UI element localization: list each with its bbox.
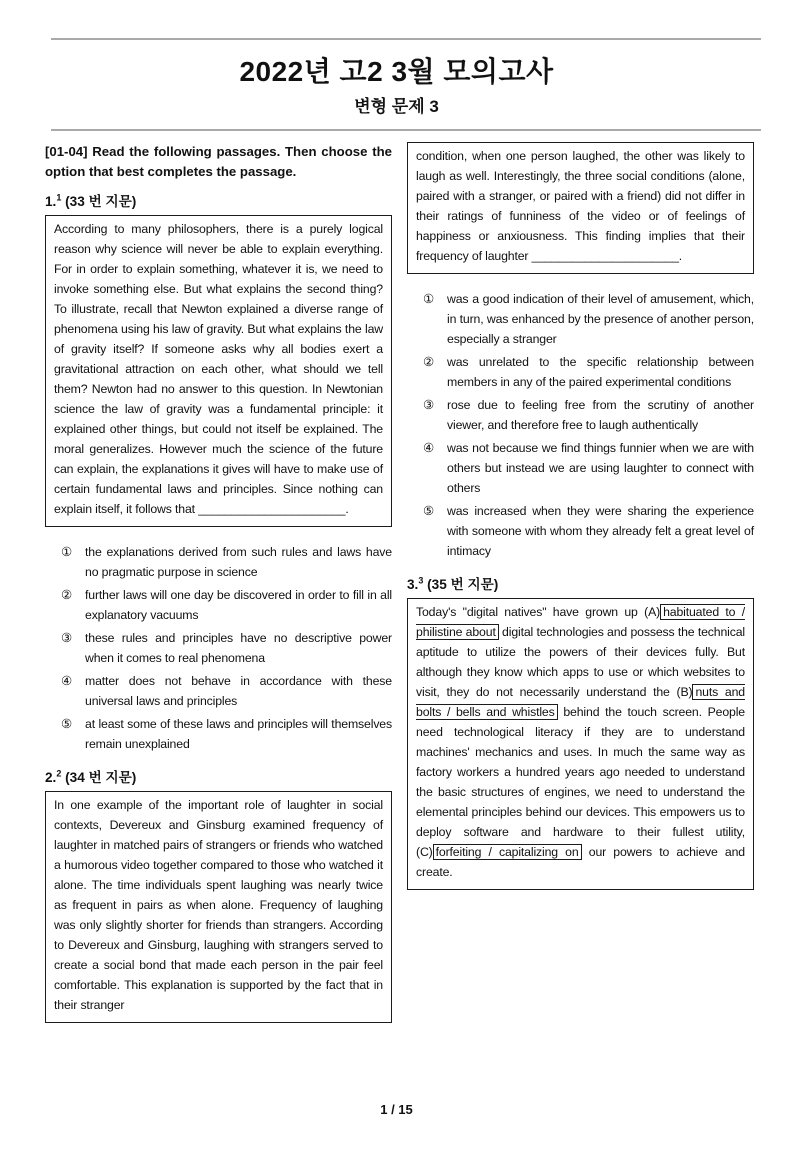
option-item: [423, 438, 754, 498]
option-item: [61, 585, 392, 625]
question-3-label: (35 번 지문): [427, 577, 499, 592]
option-text: was unrelated to the specific relationship between members in any of the paired experimental conditions: [447, 355, 754, 389]
option-text: matter does not behave in accordance with these universal laws and principles: [85, 673, 392, 708]
question-1-passage-box: According to many philosophers, there is a purely logical reason why science will never be able to explain everything. For in order to explain something, whatever it is, we need to invoke something else. But what explains the second thing? To illustrate, recall that Newton explained a diverse range of phenomena using his law of gravity. But what explains the law of gravity itself? If someone asks why all bodies exert a gravitational attraction on each other, what should we tell them? Newton had no answer to this question. In Newtonian science the law of gravity was a fundamental principle: it explained other things, but could not itself be explained. The moral generalizes. However much the science of the future can explain, the explanations it gives will have to make use of certain fundamental laws and principles. Since nothing can explain itself, it follows that ______________________.: [45, 215, 392, 527]
question-1-number: 1.: [45, 193, 57, 209]
question-2-header: [45, 766, 392, 786]
option-marker: ④: [61, 673, 72, 688]
question-2-passage-box-right: condition, when one person laughed, the other was likely to laugh as well. Interestingly, the three social conditions (alone, paired with a stranger, or paired with a friend) did not differ in their ratings of funniness of the video or of feelings of happiness or anxiousness. This finding implies that their frequency of laughter ______________________.: [407, 142, 754, 274]
option-marker: ⑤: [423, 504, 434, 518]
option-item: [61, 542, 392, 582]
instruction-text: [01-04] Read the following passages. Then choose the option that best completes the passage.: [45, 144, 392, 180]
question-3-footnote-mark: 3: [418, 575, 424, 586]
question-2-number: 2.: [45, 769, 57, 785]
option-marker: ②: [423, 355, 434, 369]
option-item: [61, 628, 392, 668]
option-text: was a good indication of their level of amusement, which, in turn, was enhanced by the presence of another person, especially a stranger: [447, 292, 754, 346]
passage-segment: Today's "digital natives" have grown up (A): [416, 605, 661, 619]
option-text: further laws will one day be discovered in order to fill in all explanatory vacuums: [85, 587, 392, 622]
page-subtitle: 변형 문제 3: [354, 97, 439, 116]
option-item: [61, 714, 392, 754]
option-marker: ④: [423, 441, 434, 455]
option-text: was increased when they were sharing the experience with someone with whom they already felt a great level of intimacy: [447, 504, 754, 558]
passage-segment: behind the touch screen. People need technological literacy if they are to understand machines' mechanics and uses. In much the same way as factory workers a hundred years ago needed to understand the basic structures of engines, we need to understand the elemental principles behind our devices. This empowers us to deploy software and hardware to their fullest utility, (C): [416, 705, 745, 859]
option-marker: ①: [423, 292, 434, 306]
option-marker: ③: [61, 630, 72, 645]
question-1-options: [45, 542, 392, 754]
option-text: rose due to feeling free from the scrutiny of another viewer, and therefore free to laugh authentically: [447, 398, 754, 432]
option-marker: ①: [61, 544, 72, 559]
page-number: 1 / 15: [380, 1102, 413, 1117]
question-1-label: (33 번 지문): [65, 193, 137, 209]
passage-segment: digital technologies and possess the technical aptitude to utilize the powers of their devices fully. But although they know which apps to use or which websites to visit, they do not necessarily understand the (B): [416, 625, 746, 699]
question-1-footnote-mark: 1: [56, 192, 62, 203]
question-2-options: [407, 289, 754, 561]
option-item: [61, 671, 392, 711]
question-3-passage-box: [407, 598, 754, 890]
option-item: [423, 352, 754, 392]
choice-c-box: forfeiting / capitalizing on: [433, 844, 582, 860]
question-3-number: 3.: [407, 577, 419, 592]
choice-b-box: nuts and bolts / bells and whistles: [416, 685, 745, 719]
option-text: at least some of these laws and principles will themselves remain unexplained: [85, 716, 392, 751]
option-marker: ⑤: [61, 716, 72, 731]
passage-segment: our powers to achieve and create.: [416, 845, 745, 879]
choice-a-box: habituated to / philistine about: [416, 605, 745, 639]
option-item: [423, 501, 754, 561]
question-3-header: [407, 573, 754, 593]
question-2-footnote-mark: 2: [56, 768, 62, 779]
option-text: these rules and principles have no descriptive power when it comes to real phenomena: [85, 630, 392, 665]
title-block: [0, 50, 793, 117]
option-text: was not because we find things funnier when we are with others but instead we are using laughter to connect with others: [447, 441, 754, 495]
page-title: 2022년 고2 3월 모의고사: [239, 56, 554, 87]
option-item: [423, 289, 754, 349]
option-marker: ③: [423, 398, 434, 412]
question-2-label: (34 번 지문): [65, 769, 137, 785]
question-1-header: [45, 190, 392, 210]
header-top-rule: [51, 38, 761, 40]
right-column: [407, 142, 754, 890]
question-2-passage-box-left: In one example of the important role of laughter in social contexts, Devereux and Ginsburg examined frequency of laughter in matched pairs of strangers or friends who watched a humorous video together compared to those who watched it alone. The time individuals spent laughing was nearly twice as frequent in pairs as when alone. Frequency of laughing was only slightly shorter for friends than strangers. According to Devereux and Ginsburg, laughing with strangers served to create a social bond that made each person in the pair feel comfortable. This explanation is supported by the fact that in their stranger: [45, 791, 392, 1023]
option-text: the explanations derived from such rules and laws have no pragmatic purpose in science: [85, 544, 392, 579]
option-marker: ②: [61, 587, 72, 602]
left-column: [45, 142, 392, 1023]
content-columns: [0, 131, 793, 1023]
option-item: [423, 395, 754, 435]
